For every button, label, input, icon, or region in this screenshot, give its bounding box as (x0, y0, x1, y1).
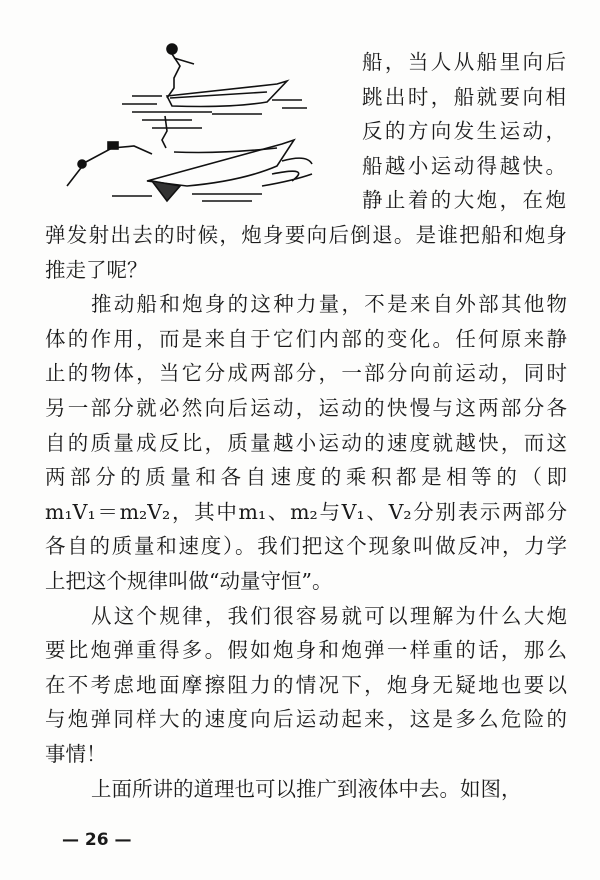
text-line: 弹发射出去的时候，炮身要向后倒退。是谁把船和炮身 (45, 223, 567, 247)
text-line: 要比炮弹重得多。假如炮身和炮弹一样重的话，那么 (45, 638, 567, 663)
boat-recoil-illustration (62, 36, 342, 216)
text-line: 上把这个规律叫做“动量守恒”。 (45, 569, 333, 593)
text-line: 从这个规律，我们很容易就可以理解为什么大炮 (91, 603, 567, 628)
page-number: — 26 — (62, 830, 132, 850)
text-line: 体的作用，而是来自于它们内部的变化。任何原来静 (45, 326, 567, 351)
text-line: 两部分的质量和各自速度的乘积都是相等的（即 (45, 465, 567, 490)
text-line: 静止着的大炮，在炮 (362, 188, 566, 213)
text-line: 推动船和炮身的这种力量，不是来自外部其他物 (91, 292, 567, 317)
text-line: 另一部分就必然向后运动，运动的快慢与这两部分各 (45, 396, 567, 420)
text-line: 与炮弹同样大的速度向后运动起来，这是多么危险的 (45, 707, 567, 732)
text-line: 止的物体，当它分成两部分，一部分向前运动，同时 (45, 361, 567, 386)
text-line: 船越小运动得越快。 (362, 153, 566, 178)
text-line: 反的方向发生运动， (362, 119, 566, 144)
text-line: 各自的质量和速度）。我们把这个现象叫做反冲，力学 (45, 534, 567, 559)
text-line: 推走了呢？ (45, 257, 148, 282)
text-line: 在不考虑地面摩擦阻力的情况下，炮身无疑地也要以 (45, 672, 567, 697)
text-line: 自的质量成反比，质量越小运动的速度就越快，而这 (45, 430, 567, 455)
text-line: 事情！ (45, 742, 107, 766)
text-line: 跳出时，船就要向相 (362, 84, 566, 109)
text-line: m₁V₁＝m₂V₂，其中m₁、m₂与V₁、V₂分别表示两部分 (45, 499, 567, 524)
text-line: 船，当人从船里向后 (362, 50, 566, 74)
text-line: 上面所讲的道理也可以推广到液体中去。如图， (91, 776, 522, 801)
